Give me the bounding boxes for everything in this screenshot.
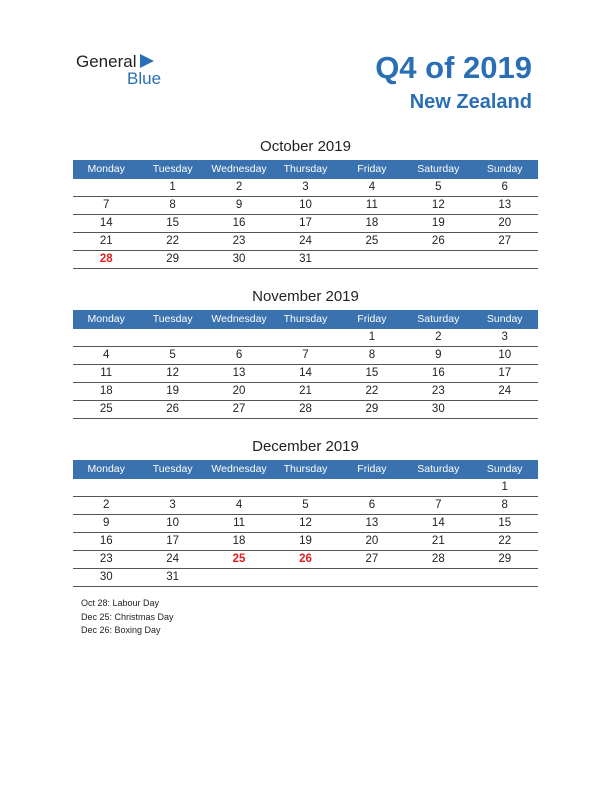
day-cell: 26 — [299, 553, 312, 565]
day-cell: 11 — [233, 517, 246, 529]
day-cell: 6 — [235, 349, 243, 361]
weekday-label: Friday — [357, 313, 387, 325]
day-cell — [272, 329, 338, 346]
day-cell: 18 — [365, 217, 379, 229]
day-cell: 22 — [166, 235, 180, 247]
day-cell — [206, 479, 272, 496]
weekday-label: Sunday — [486, 163, 523, 175]
weekday-label: Tuesday — [152, 163, 193, 175]
weekday-header — [73, 460, 538, 479]
holiday-note: Oct 28: Labour Day — [81, 598, 160, 608]
weekday-label: Monday — [87, 463, 125, 475]
day-cell: 24 — [166, 553, 180, 565]
day-cell: 23 — [431, 385, 445, 397]
day-cell: 9 — [435, 349, 442, 361]
week-row — [73, 551, 538, 569]
day-cell: 31 — [166, 571, 180, 583]
day-cell: 3 — [169, 499, 176, 511]
day-cell: 5 — [435, 181, 442, 193]
day-cell: 27 — [498, 235, 512, 247]
day-cell: 23 — [99, 553, 113, 565]
day-cell: 24 — [299, 235, 312, 247]
day-cell — [339, 569, 405, 586]
day-cell: 28 — [99, 253, 113, 265]
day-cell: 14 — [299, 367, 312, 379]
day-cell: 9 — [235, 199, 243, 211]
day-cell: 29 — [166, 253, 180, 265]
day-cell: 19 — [166, 385, 180, 397]
holiday-note: Dec 25: Christmas Day — [81, 611, 174, 622]
week-row — [73, 251, 538, 269]
holiday-note: Dec 26: Boxing Day — [81, 625, 161, 635]
weekday-label: Sunday — [486, 463, 523, 475]
day-cell: 29 — [365, 403, 379, 415]
day-cell: 6 — [501, 181, 508, 193]
day-cell: 2 — [103, 499, 110, 511]
weekday-label: Thursday — [283, 463, 328, 475]
day-cell: 30 — [232, 253, 246, 265]
day-cell: 26 — [431, 235, 445, 247]
week-row — [73, 479, 538, 497]
week-row — [73, 533, 538, 551]
day-cell — [139, 329, 205, 346]
month-calendar — [73, 136, 538, 269]
day-cell: 15 — [498, 517, 512, 529]
weekday-label: Thursday — [283, 163, 328, 175]
day-cell — [73, 329, 139, 346]
day-cell: 7 — [435, 499, 442, 511]
logo-blue-text: Blue — [127, 69, 162, 88]
day-cell — [405, 569, 471, 586]
day-cell — [73, 179, 139, 196]
day-cell: 1 — [501, 481, 508, 493]
week-row — [73, 515, 538, 533]
day-cell: 21 — [99, 235, 113, 247]
day-cell: 10 — [166, 517, 180, 529]
day-cell — [472, 251, 538, 268]
day-cell — [139, 479, 205, 496]
page-title: Q4 of 2019 — [375, 50, 532, 85]
week-row — [73, 179, 538, 197]
week-row — [73, 401, 538, 419]
logo — [76, 52, 176, 92]
day-cell: 4 — [103, 349, 110, 361]
day-cell: 16 — [232, 217, 246, 229]
day-cell: 12 — [431, 199, 445, 211]
weekday-label: Sunday — [486, 313, 523, 325]
month-title: October 2019 — [260, 138, 351, 155]
day-cell: 28 — [431, 553, 445, 565]
day-cell: 3 — [501, 331, 508, 343]
day-cell — [405, 251, 471, 268]
day-cell — [472, 401, 538, 418]
day-cell: 14 — [99, 217, 113, 229]
week-row — [73, 233, 538, 251]
weekday-label: Thursday — [283, 313, 328, 325]
weekday-label: Saturday — [417, 463, 460, 475]
weekday-label: Saturday — [417, 313, 460, 325]
weekday-label: Monday — [87, 313, 125, 325]
logo-general-text: General — [76, 52, 137, 71]
day-cell: 12 — [299, 517, 312, 529]
day-cell: 20 — [365, 535, 379, 547]
week-row — [73, 569, 538, 587]
week-row — [73, 383, 538, 401]
day-cell — [206, 329, 272, 346]
day-cell: 17 — [498, 367, 512, 379]
day-cell: 31 — [299, 253, 312, 265]
day-cell: 8 — [501, 499, 508, 511]
day-cell: 27 — [232, 403, 246, 415]
day-cell: 21 — [431, 535, 445, 547]
day-cell: 21 — [299, 385, 312, 397]
day-cell — [272, 479, 338, 496]
day-cell: 1 — [169, 181, 176, 193]
week-row — [73, 329, 538, 347]
holiday-notes — [81, 597, 174, 638]
month-calendar — [73, 436, 538, 587]
day-cell: 18 — [232, 535, 246, 547]
weekday-label: Friday — [357, 163, 387, 175]
weekday-header — [73, 310, 538, 329]
day-cell: 25 — [365, 235, 379, 247]
day-cell: 30 — [431, 403, 445, 415]
day-cell: 15 — [166, 217, 180, 229]
day-cell — [206, 569, 272, 586]
day-cell: 13 — [232, 367, 246, 379]
day-cell — [339, 251, 405, 268]
month-title: November 2019 — [252, 288, 359, 305]
day-cell: 25 — [99, 403, 113, 415]
week-row — [73, 197, 538, 215]
day-cell: 1 — [368, 331, 376, 343]
weekday-label: Saturday — [417, 163, 460, 175]
week-row — [73, 347, 538, 365]
day-cell: 8 — [368, 349, 376, 361]
day-cell: 2 — [235, 181, 243, 193]
logo-flag-icon — [140, 54, 154, 68]
day-cell: 11 — [365, 199, 378, 211]
day-cell: 28 — [299, 403, 312, 415]
week-row — [73, 215, 538, 233]
day-cell: 8 — [169, 199, 176, 211]
day-cell: 15 — [365, 367, 379, 379]
day-cell: 9 — [103, 517, 110, 529]
day-cell: 4 — [368, 181, 376, 193]
country-name: New Zealand — [409, 91, 532, 113]
day-cell: 6 — [368, 499, 376, 511]
day-cell: 19 — [431, 217, 445, 229]
day-cell: 25 — [232, 553, 246, 565]
day-cell: 16 — [99, 535, 113, 547]
day-cell: 2 — [435, 331, 442, 343]
weekday-header — [73, 160, 538, 179]
weekday-label: Tuesday — [152, 313, 193, 325]
week-row — [73, 497, 538, 515]
day-cell: 5 — [302, 499, 309, 511]
day-cell — [73, 479, 139, 496]
day-cell — [472, 569, 538, 586]
day-cell: 30 — [99, 571, 113, 583]
day-cell: 7 — [302, 349, 309, 361]
day-cell: 29 — [498, 553, 512, 565]
weekday-label: Wednesday — [211, 313, 267, 325]
day-cell — [405, 479, 471, 496]
month-calendar — [73, 286, 538, 419]
day-cell: 5 — [169, 349, 176, 361]
day-cell: 27 — [365, 553, 379, 565]
day-cell: 22 — [365, 385, 379, 397]
day-cell: 17 — [299, 217, 312, 229]
day-cell: 24 — [498, 385, 512, 397]
day-cell: 10 — [299, 199, 312, 211]
day-cell: 3 — [302, 181, 309, 193]
day-cell: 13 — [365, 517, 379, 529]
day-cell: 14 — [431, 517, 445, 529]
weekday-label: Monday — [87, 163, 125, 175]
day-cell — [272, 569, 338, 586]
day-cell: 22 — [498, 535, 512, 547]
day-cell: 20 — [498, 217, 512, 229]
day-cell — [339, 479, 405, 496]
day-cell: 12 — [166, 367, 180, 379]
month-title: December 2019 — [252, 438, 359, 455]
day-cell: 13 — [498, 199, 512, 211]
day-cell: 11 — [100, 367, 113, 379]
weekday-label: Wednesday — [211, 463, 267, 475]
day-cell: 10 — [498, 349, 512, 361]
day-cell: 7 — [103, 199, 110, 211]
day-cell: 16 — [431, 367, 445, 379]
day-cell: 26 — [166, 403, 180, 415]
day-cell: 4 — [235, 499, 243, 511]
day-cell: 23 — [232, 235, 246, 247]
day-cell: 19 — [299, 535, 312, 547]
day-cell: 17 — [166, 535, 180, 547]
day-cell: 18 — [99, 385, 113, 397]
day-cell: 20 — [232, 385, 246, 397]
weekday-label: Friday — [357, 463, 387, 475]
weekday-label: Wednesday — [211, 163, 267, 175]
weekday-label: Tuesday — [152, 463, 193, 475]
week-row — [73, 365, 538, 383]
